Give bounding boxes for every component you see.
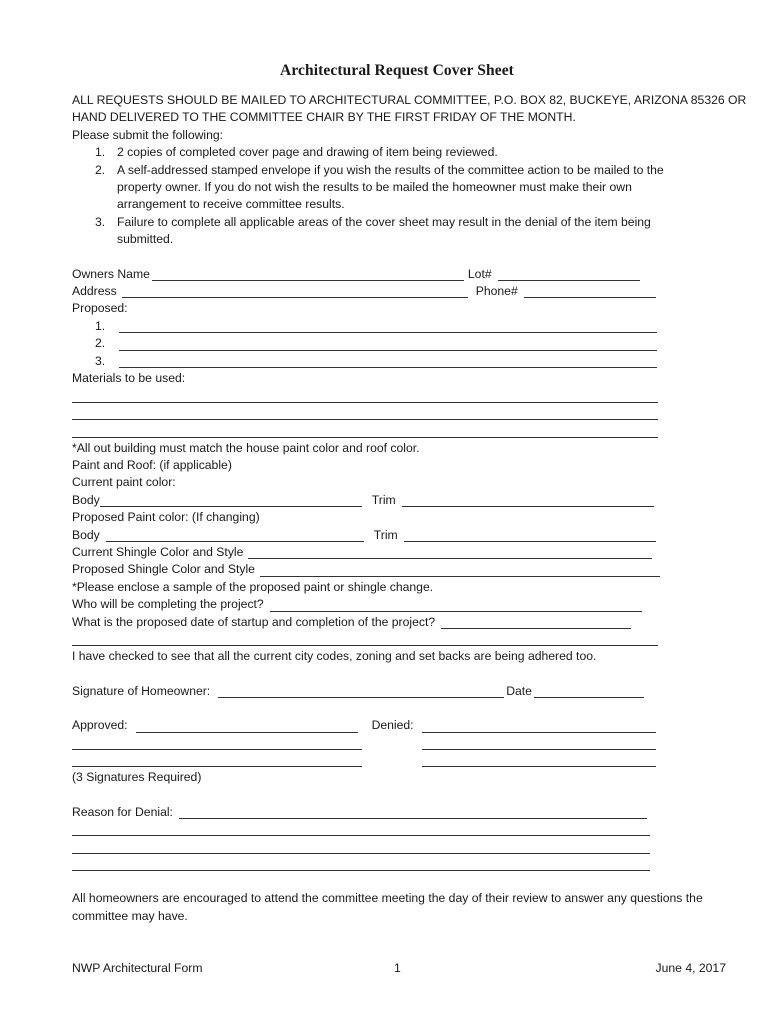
encouragement-note: All homeowners are encouraged to attend the committee meeting the day of their review to answer any questions the committee may have. [72,891,703,923]
phone-label: Phone# [475,284,518,299]
owners-name-field[interactable] [152,268,464,281]
materials-field-2[interactable] [72,407,658,420]
document-page [72,62,747,925]
current-shingle-label: Current Shingle Color and Style [72,544,244,559]
who-completing-label: Who will be completing the project? [72,597,264,612]
proposed-date-label: What is the proposed date of startup and completion of the project? [72,614,436,629]
proposed-body-trim-row [72,527,722,544]
denied-label: Denied: [371,718,414,733]
denied-field-1[interactable] [422,720,656,733]
approved-denied-row [72,717,722,734]
current-body-trim-row [72,492,722,509]
current-shingle-field[interactable] [248,546,652,559]
codes-check-statement: I have checked to see that all the current city codes, zoning and set backs are being adhered too. [72,649,597,664]
reason-denial-row [72,804,722,821]
proposed-label: Proposed: [72,301,128,316]
proposed-shingle-label: Proposed Shingle Color and Style [72,562,255,577]
proposed-shingle-row [72,561,722,578]
page-title: Architectural Request Cover Sheet [280,62,514,79]
footer-page-number: 1 [394,961,401,975]
list-item: 1. 2 copies of completed cover page and drawing of item being reviewed. [95,145,498,160]
materials-field-1[interactable] [72,390,658,403]
proposed-field-2[interactable] [119,338,657,351]
proposed-body-field[interactable] [106,529,364,542]
who-completing-field[interactable] [270,599,642,612]
proposed-paint-label: Proposed Paint color: (If changing) [72,510,260,525]
current-paint-label: Current paint color: [72,475,176,490]
footer-date: June 4, 2017 [655,961,726,975]
who-completing-row [72,596,722,613]
proposed-label-row [72,300,722,317]
signature-label: Signature of Homeowner: [72,683,211,698]
lot-label: Lot# [467,266,492,281]
address-label: Address [72,284,117,299]
list-item: 2. A self-addressed stamped envelope if you wish the results of the committee action to be mailed to the property owner. If you do not wish the results to be mailed the homeowner must make their own arrangement to receive committee results. [95,162,664,212]
proposed-item-2: 2. [72,335,722,352]
denied-field-2[interactable] [422,737,656,750]
denied-field-3[interactable] [422,754,656,767]
approved-label: Approved: [72,718,128,733]
proposed-item-1: 1. [72,318,722,335]
phone-field[interactable] [524,285,656,298]
signature-row [72,683,722,700]
address-field[interactable] [122,285,468,298]
trim-label: Trim [373,527,398,542]
footer-form-name: NWP Architectural Form [72,961,203,975]
proposed-date-field[interactable] [441,616,631,629]
reason-denial-field-4[interactable] [72,858,650,871]
reason-denial-label: Reason for Denial: [72,804,173,819]
proposed-item-3: 3. [72,353,722,370]
proposed-field-1[interactable] [119,320,657,333]
requirements-list [72,144,722,248]
current-body-field[interactable] [100,494,362,507]
materials-label-row [72,370,722,387]
sample-note: *Please enclose a sample of the proposed paint or shingle change. [72,579,434,594]
proposed-date-row [72,614,722,631]
approved-field-1[interactable] [136,720,358,733]
list-item: 3. Failure to complete all applicable areas of the cover sheet may result in the denial of the item being submitted. [95,214,651,247]
signature-field[interactable] [218,685,504,698]
trim-label: Trim [371,492,396,507]
lot-field[interactable] [498,268,640,281]
materials-label: Materials to be used: [72,370,186,385]
reason-denial-field-3[interactable] [72,841,650,854]
intro-line-2: HAND DELIVERED TO THE COMMITTEE CHAIR BY THE FIRST FRIDAY OF THE MONTH. [72,110,576,125]
materials-field-3[interactable] [72,425,658,438]
proposed-shingle-field[interactable] [260,564,660,577]
body-label: Body [72,492,100,507]
signatures-required: (3 Signatures Required) [72,770,202,785]
current-trim-field[interactable] [402,494,654,507]
paint-roof-label: Paint and Roof: (if applicable) [72,457,232,472]
approved-field-2[interactable] [72,737,362,750]
approved-field-3[interactable] [72,754,362,767]
outbuilding-note: *All out building must match the house paint color and roof color. [72,440,420,455]
owners-name-row [72,266,722,283]
proposed-date-field-2[interactable] [72,633,658,646]
proposed-field-3[interactable] [119,355,657,368]
proposed-trim-field[interactable] [404,529,656,542]
please-submit: Please submit the following: [72,127,224,142]
owners-name-label: Owners Name [72,266,150,281]
intro-line-1: ALL REQUESTS SHOULD BE MAILED TO ARCHITECTURAL COMMITTEE, P.O. BOX 82, BUCKEYE, ARIZONA 85326 OR [72,93,747,107]
reason-denial-field-2[interactable] [72,823,650,836]
reason-denial-field-1[interactable] [179,806,647,819]
address-row [72,283,722,300]
body-label: Body [72,527,100,542]
current-shingle-row [72,544,722,561]
date-field[interactable] [534,685,644,698]
date-label: Date [506,683,532,698]
